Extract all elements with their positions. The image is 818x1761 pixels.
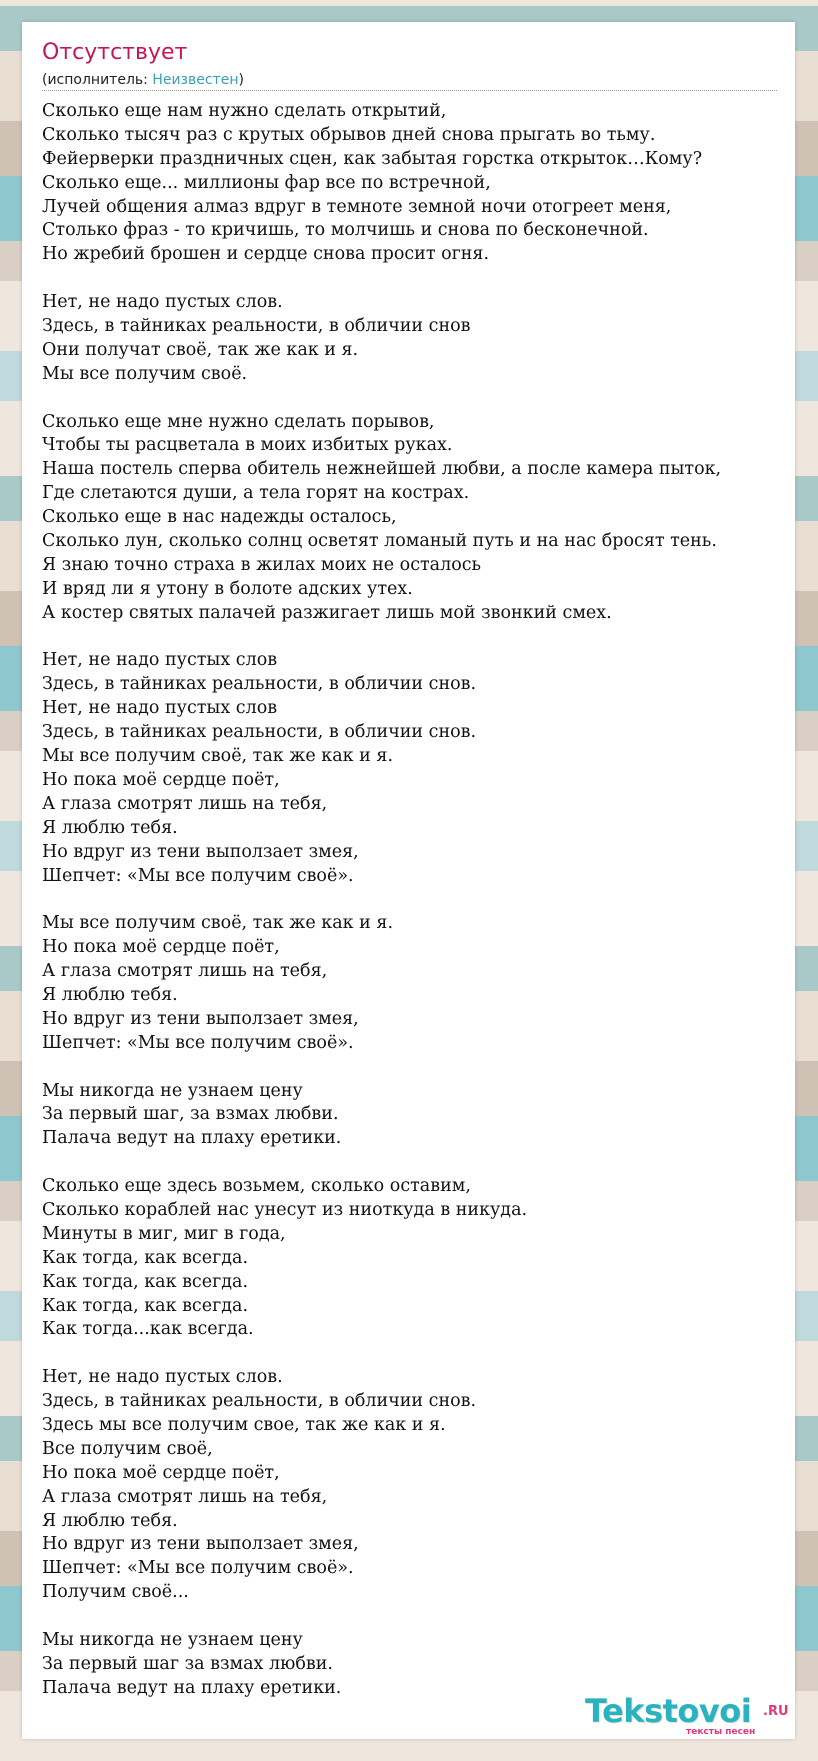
lyric-line: Они получат своё, так же как и я. [42,339,359,360]
lyric-line: Шепчет: «Мы все получим своё». [42,1032,354,1053]
lyric-line: Я знаю точно страха в жилах моих не осталось [42,554,482,575]
lyric-line: Я люблю тебя. [42,984,178,1005]
logo-suffix: .RU [763,1704,789,1719]
stanza [42,1175,795,1342]
lyric-line: Палача ведут на плаху еретики. [42,1677,342,1698]
lyric-line: Мы никогда не узнаем цену [42,1080,303,1101]
lyric-line: Где слетаются души, а тела горят на кострах. [42,483,470,504]
lyric-line: Нет, не надо пустых слов [42,698,278,719]
lyric-line: Здесь, в тайниках реальности, в обличии снов [42,316,471,337]
stanza [42,291,795,387]
artist-suffix: ) [238,72,244,88]
lyric-line: Нет, не надо пустых слов. [42,1367,283,1388]
lyric-line: Все получим своё, [42,1438,213,1459]
site-logo[interactable] [585,1692,789,1740]
stanza [42,100,795,267]
lyric-line: Но вдруг из тени выползает змея, [42,1534,359,1555]
artist-prefix: (исполнитель: [42,72,153,88]
lyric-line: А костер святых палачей разжигает лишь мой звонкий смех. [42,602,612,623]
lyric-line: Я люблю тебя. [42,817,178,838]
lyric-line: Мы все получим своё, так же как и я. [42,913,394,934]
lyric-line: Наша постель сперва обитель нежнейшей любви, а после камера пыток, [42,459,722,480]
lyric-line: Мы все получим своё, так же как и я. [42,746,394,767]
lyric-line: Столько фраз - то кричишь, то молчишь и снова по бесконечной. [42,220,649,241]
stanza [42,649,795,888]
artist-link[interactable]: Неизвестен [152,72,239,88]
lyric-line: Сколько тысяч раз с крутых обрывов дней снова прыгать во тьму. [42,124,656,145]
lyric-line: Шепчет: «Мы все получим своё». [42,1558,354,1579]
stanza [42,1629,795,1701]
lyric-line: Здесь, в тайниках реальности, в обличии снов. [42,1391,477,1412]
lyric-line: И вряд ли я утону в болоте адских утех. [42,578,413,599]
lyric-line: Здесь мы все получим свое, так же как и я. [42,1414,446,1435]
lyric-line: Но жребий брошен и сердце снова просит огня. [42,244,490,265]
lyric-line: Палача ведут на плаху еретики. [42,1128,342,1149]
lyric-line: Как тогда, как всегда. [42,1295,249,1316]
lyric-line: Сколько еще нам нужно сделать открытий, [42,101,447,121]
lyric-line: Шепчет: «Мы все получим своё». [42,865,354,886]
stanza [42,1366,795,1605]
lyric-line: Лучей общения алмаз вдруг в темноте земной ночи отогреет меня, [42,196,672,217]
lyric-line: Но пока моё сердце поёт, [42,937,280,958]
lyric-line: Я люблю тебя. [42,1510,178,1531]
lyric-line: За первый шаг за взмах любви. [42,1653,333,1674]
lyric-line: А глаза смотрят лишь на тебя, [42,793,328,814]
lyric-line: Здесь, в тайниках реальности, в обличии снов. [42,722,477,743]
lyrics-text [42,100,795,1701]
stanza [42,1080,795,1152]
lyric-line: А глаза смотрят лишь на тебя, [42,961,328,982]
lyric-line: А глаза смотрят лишь на тебя, [42,1486,328,1507]
lyric-line: Сколько еще здесь возьмем, сколько оставим, [42,1176,471,1197]
lyric-line: Сколько еще мне нужно сделать порывов, [42,411,435,432]
lyric-line: За первый шаг, за взмах любви. [42,1104,339,1125]
lyric-line: Мы никогда не узнаем цену [42,1630,303,1650]
lyric-line: Сколько еще в нас надежды осталось, [42,507,397,528]
lyric-line: Сколько лун, сколько солнц осветят ломаный путь и на нас бросят тень. [42,531,717,552]
lyric-line: Как тогда, как всегда. [42,1247,249,1268]
dotted-divider [42,90,777,91]
song-title: Отсутствует [42,40,188,65]
lyric-line: Фейерверки праздничных сцен, как забытая горстка открыток…Кому? [42,148,703,169]
lyric-line: Здесь, в тайниках реальности, в обличии снов. [42,674,477,695]
lyric-line: Минуты в миг, миг в года, [42,1223,286,1244]
lyric-line: Чтобы ты расцветала в моих избитых руках. [42,435,453,456]
lyric-line: Сколько еще... миллионы фар все по встречной, [42,172,491,193]
artist-line [42,71,244,89]
lyric-line: Получим своё... [42,1582,189,1603]
lyric-line: Нет, не надо пустых слов [42,650,278,671]
logo-name: Tekstovoi [585,1692,752,1730]
lyric-line: Как тогда...как всегда. [42,1319,254,1340]
lyric-line: Но вдруг из тени выползает змея, [42,1008,359,1029]
lyric-line: Но пока моё сердце поёт, [42,1462,280,1483]
logo-tagline: тексты песен [686,1727,756,1737]
lyrics-card [22,22,795,1739]
lyric-line: Мы все получим своё. [42,363,248,384]
stanza [42,411,795,626]
lyric-line: Нет, не надо пустых слов. [42,292,283,313]
lyric-line: Сколько кораблей нас унесут из ниоткуда в никуда. [42,1199,528,1220]
lyric-line: Но вдруг из тени выползает змея, [42,841,359,862]
lyric-line: Но пока моё сердце поёт, [42,769,280,790]
stanza [42,912,795,1055]
lyric-line: Как тогда, как всегда. [42,1271,249,1292]
